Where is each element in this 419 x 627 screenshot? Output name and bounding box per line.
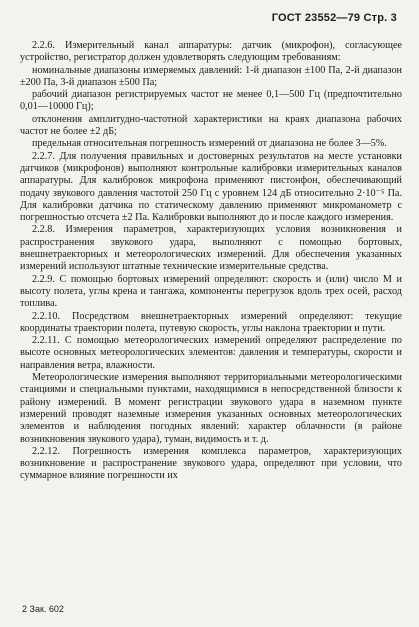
paragraph: предельная относительная погрешность измерений от диапазона не более 3—5%.	[32, 138, 387, 150]
paragraph: рабочий диапазон регистрируемых частот не менее 0,1—500 Гц (предпочтительно 0,01—10000 Гц);	[20, 89, 402, 113]
document-body	[20, 40, 402, 483]
page-footer: 2 Зак. 602	[22, 604, 64, 614]
paragraph: 2.2.12. Погрешность измерения комплекса параметров, характеризующих возникновение и распространение звукового удара, определяют при условии, что суммарное влияние погрешности их	[20, 445, 402, 482]
paragraph: 2.2.11. С помощью метеорологических измерений определяют распределение по высоте основных метеорологических элементов: давления и температуры, скорости и направления ветра, влажности.	[20, 335, 402, 371]
paragraph: 2.2.7. Для получения правильных и достоверных результатов на месте установки датчиков (микрофонов) выполняют контрольные калибровки измерительных каналов аппаратуры. Для калибровок микрофона применяют пистонфон, обеспечивающий подачу звукового давления частотой 250 Гц с уровнем 124 дБ относительно 2·10⁻⁵ Па. Для калибровки датчика по статическому давлению применяют микроманометр с погрешностью отсчета ±2 Па. Калибровки выполняют до и после каждого измерения.	[20, 150, 402, 224]
paragraph: номинальные диапазоны измеряемых давлений: 1-й диапазон ±100 Па, 2-й диапазон ±200 Па, 3-й диапазон ±500 Па;	[20, 64, 402, 88]
paragraph: Метеорологические измерения выполняют территориальными метеорологическими станциями и специальными пунктами, находящимися в непосредственной близости к району измерений. В момент регистрации звукового удара в наземном пункте измерений проводят наземные измерения указанных основных метеорологических элементов и наблюдения погодных явлений: характер облачности (в районе возникновения звукового удара), туман, видимость и т. д.	[20, 372, 402, 445]
paragraph: отклонения амплитудно-частотной характеристики на краях диапазона рабочих частот не более ±2 дБ;	[20, 113, 402, 138]
paragraph: 2.2.9. С помощью бортовых измерений определяют: скорость и (или) число M и высоту полета, углы крена и тангажа, компоненты перегрузок вдоль трех осей, расход топлива.	[20, 273, 402, 310]
paragraph: 2.2.8. Измерения параметров, характеризующих условия возникновения и распространения звукового удара, выполняют с помощью бортовых, внешнетраекторных и метеорологических измерений. Для обеспечения указанных измерений используют штатные технические измерительные средства.	[20, 224, 402, 273]
paragraph: 2.2.10. Посредством внешнетраекторных измерений определяют: текущие координаты траектории полета, путевую скорость, углы наклона траектории и пути.	[20, 310, 402, 334]
paragraph: 2.2.6. Измерительный канал аппаратуры: датчик (микрофон), согласующее устройство, регистратор должен удовлетворять следующим требованиям:	[20, 40, 402, 64]
page-header: ГОСТ 23552—79 Стр. 3	[271, 12, 397, 24]
